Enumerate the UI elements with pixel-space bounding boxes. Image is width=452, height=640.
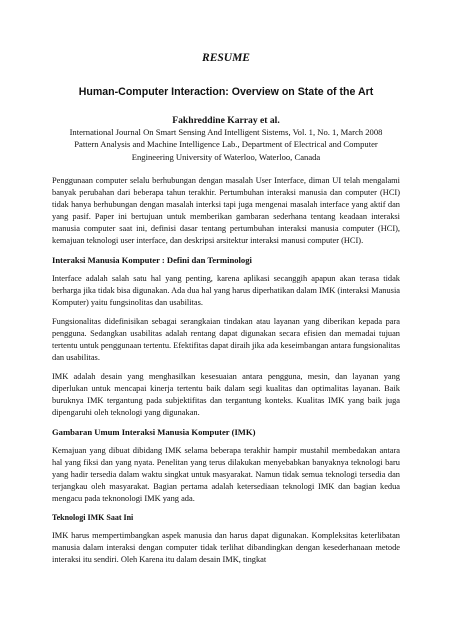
paper-title: Human-Computer Interaction: Overview on State of the Art: [78, 86, 374, 98]
affiliation-line: International Journal On Smart Sensing And Intelligent Sistems, Vol. 1, No. 1, March 2008: [69, 127, 383, 137]
paragraph-human-aspect: IMK harus mempertimbangkan aspek manusia dan harus dapat digunakan. Kompleksitas keterlibatan manusia dalam interaksi dengan computer tidak terlihat dibandingkan dengan kesederhanaan metode interaksi itu sendiri. Oleh Karena itu dalam desain IMK, tingkat: [52, 531, 400, 564]
paragraph-functionality: Fungsionalitas didefinisikan sebagai serangkaian tindakan atau layanan yang diberikan kepada para pengguna. Sedangkan usabilitas adalah rentang dapat digunakan secara efisien dan memadai tujuan tertentu untuk penggunaan tertentu. Efektifitas dapat diraih jika ada keseimbangan antara fungsionalitas dan usabilitas.: [52, 317, 400, 362]
subsection-heading-current-tech: Teknologi IMK Saat Ini: [52, 513, 134, 522]
section-heading-overview: Gambaran Umum Interaksi Manusia Komputer (IMK): [52, 427, 256, 437]
section-heading-definition: Interaksi Manusia Komputer : Defini dan Terminologi: [52, 255, 252, 265]
paragraph-progress: Kemajuan yang dibuat dibidang IMK selama beberapa terakhir hampir mustahil membedakan antara hal yang fiksi dan yang nyata. Penelitan yang terus dilakukan menyebabkan banyaknya teknologi baru yang hadir tersedia dalam waktu singkat untuk masyarakat. Namun tidak semua teknologi tersedia dan terjangkau oleh masyarakat. Bagian pertama adalah ketersediaan teknologi IMK dan bagian kedua mengacu pada teknonologi IMK yang ada.: [52, 446, 400, 503]
intro-paragraph: Penggunaan computer selalu berhubungan dengan masalah User Interface, diman UI telah mengalami banyak perubahan dari beberapa tahun terakhir. Pertumbuhan interaksi manusia dan computer (HCI) tidak hanya berhubungan dengan masalah interksi tapi juga mengenai masalah interface yang aktif dan yang pasif. Paper ini bertujuan untuk memberikan gambaran sederhana tentang keadaan interaksi manusia computer saat ini, definisi dasar tentang pertumbuhan interaksi manusia computer (HCI), kemajuan teknologi user interface, dan deskripsi arsitektur interaksi manusi computer (HCI).: [52, 176, 400, 245]
author-line: Fakhreddine Karray et al.: [172, 115, 280, 126]
affiliation-line: Pattern Analysis and Machine Intelligence Lab., Department of Electrical and Computer: [74, 139, 378, 150]
paragraph-interface: Interface adalah salah satu hal yang penting, karena aplikasi secanggih apapun akan terasa tidak berharga jika tidak bisa digunakan. Ada dua hal yang harus diperhatikan dalam IMK (interaksi Manusia Komputer) yaitu fungsinolitas dan usabilitas.: [52, 274, 400, 307]
paragraph-imk-design: IMK adalah desain yang menghasilkan kesesuaian antara pengguna, mesin, dan layanan yang diperlukan untuk mencapai kinerja tertentu baik dalam segi kualitas dan optimalitas layanan. Baik buruknya IMK tergantung pada subjektifitas dan tergantung konteks. Kualitas IMK yang baik juga dipengaruhi oleh teknologi yang digunakan.: [52, 372, 400, 417]
affiliation-block: [40, 126, 412, 163]
body-text: [52, 175, 400, 573]
affiliation-line: Engineering University of Waterloo, Waterloo, Canada: [131, 151, 321, 162]
resume-heading: RESUME: [202, 52, 250, 64]
